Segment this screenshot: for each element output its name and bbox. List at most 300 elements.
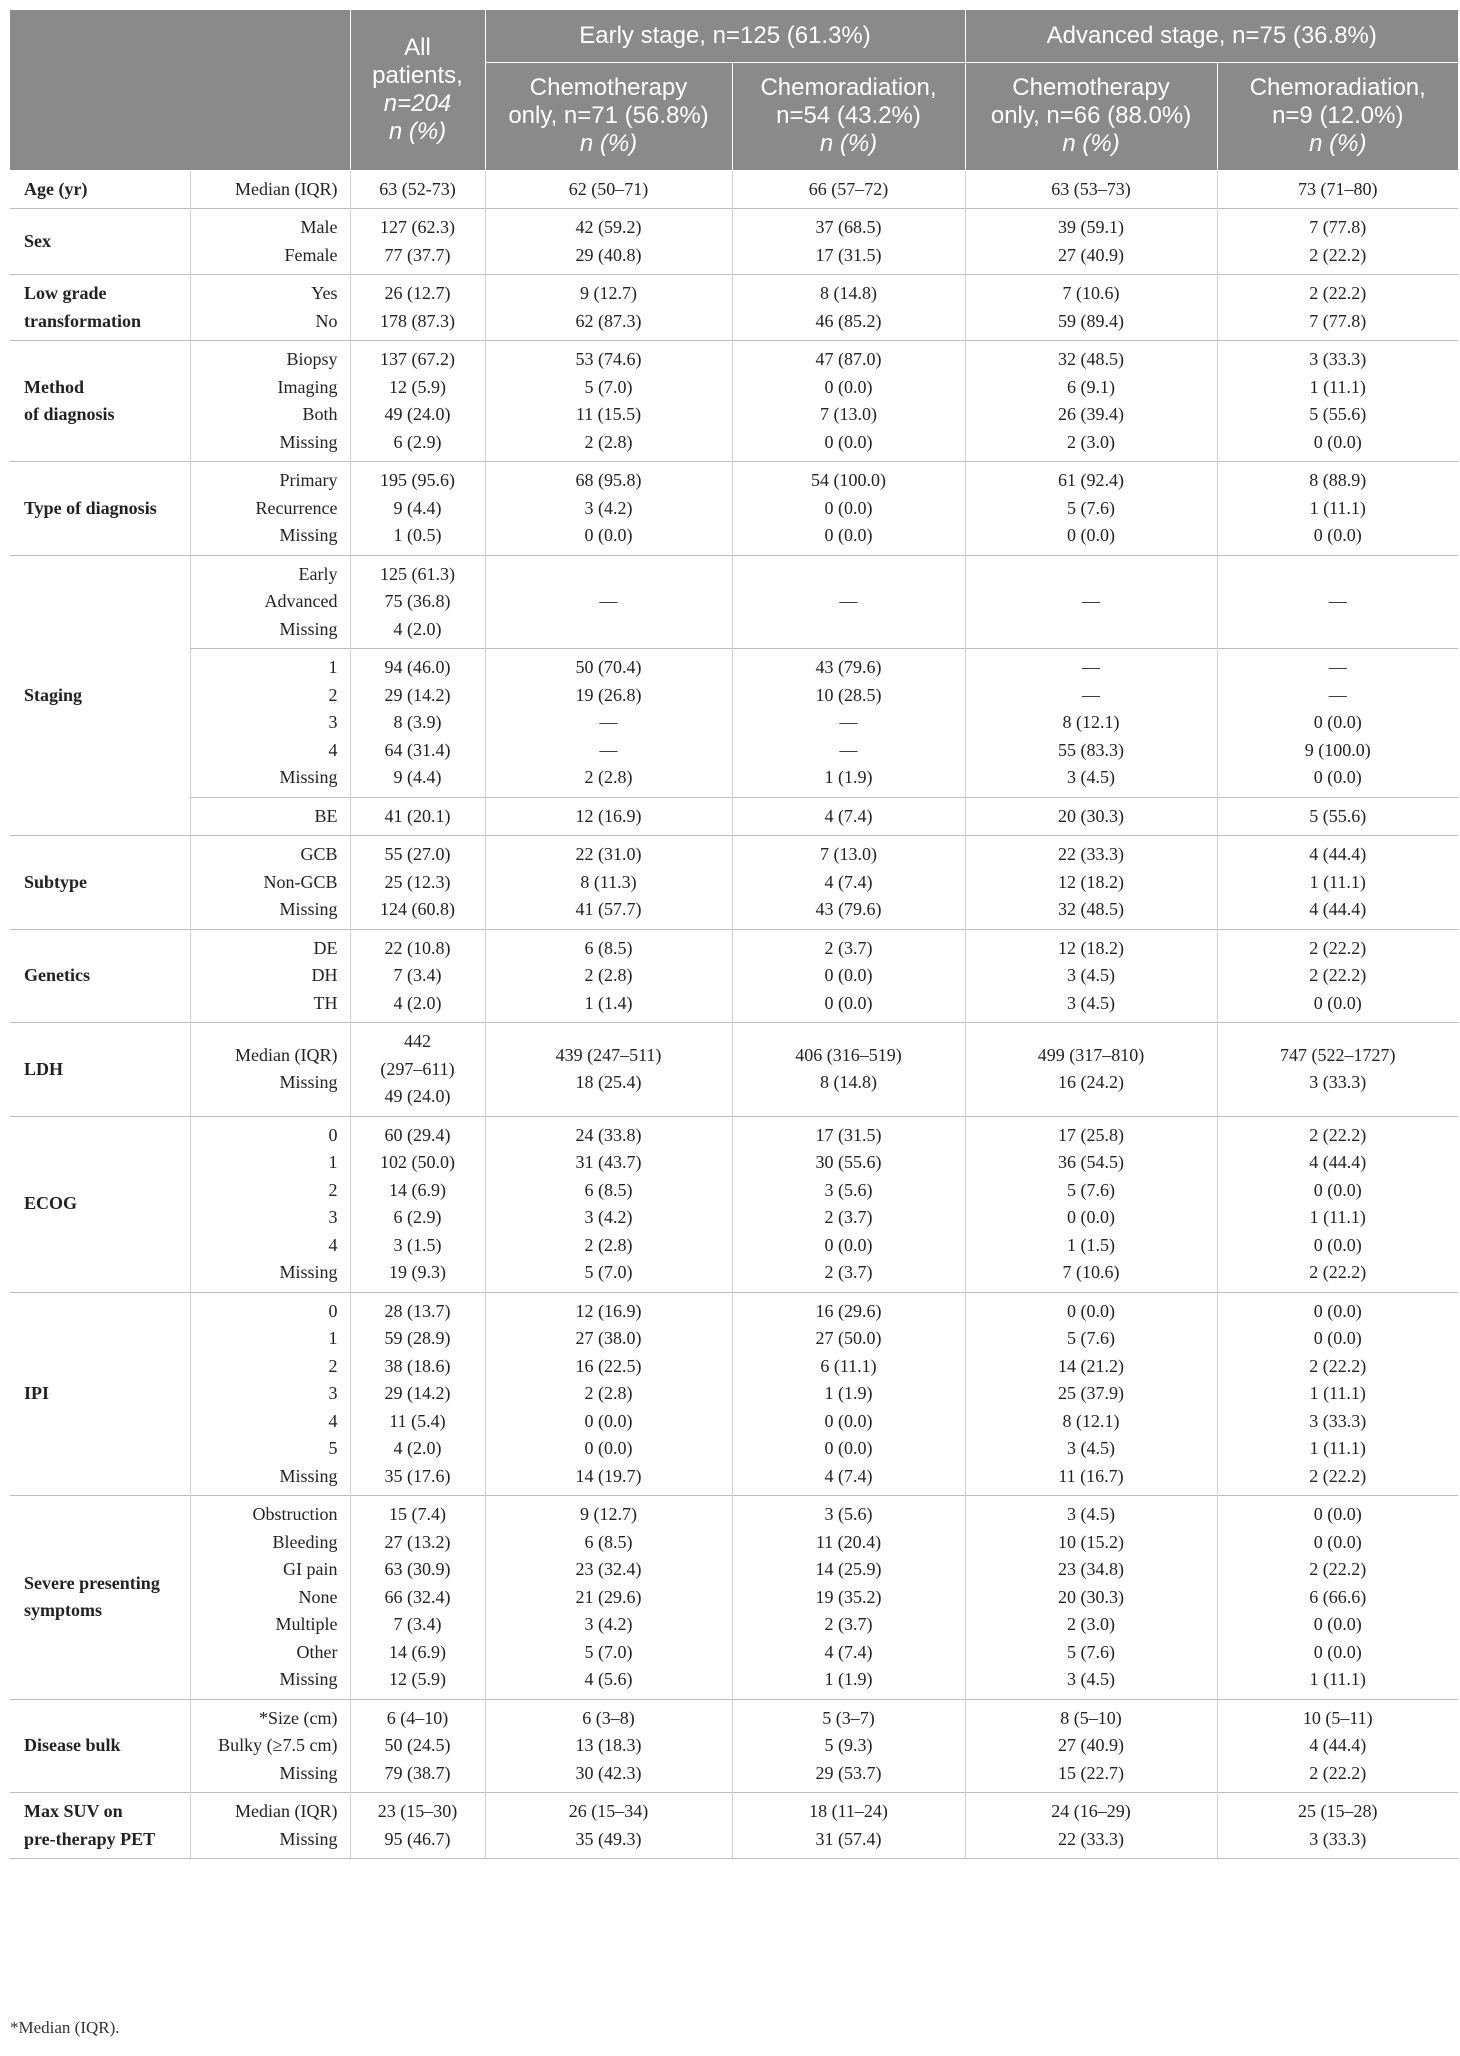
adv-chemorad-cell: [1217, 1023, 1458, 1117]
all-patients-cell: [350, 209, 485, 275]
header-ec-l2: only, n=71 (56.8%): [508, 102, 709, 129]
cell-value: 1 (11.1): [1309, 1207, 1366, 1227]
adv-chemorad-cell: [1217, 462, 1458, 556]
category-line: Method: [24, 376, 84, 397]
row-label: Yes: [311, 283, 338, 303]
table-row: [10, 462, 1458, 556]
all-patients-cell: [350, 836, 485, 930]
cell-value: 4 (7.4): [824, 805, 873, 826]
row-label: Other: [296, 1641, 338, 1662]
cell-value: 16 (24.2): [1058, 1072, 1125, 1093]
adv-chemo-cell: [965, 797, 1217, 836]
adv-chemo-cell: [965, 341, 1217, 462]
cell-value: 17 (31.5): [815, 244, 882, 265]
cell-value: 10 (15.2): [1058, 1531, 1125, 1552]
early-chemorad-cell: [732, 341, 965, 462]
cell-value: 7 (10.6): [1062, 283, 1120, 303]
early-chemo-cell: [485, 209, 732, 275]
cell-value: 499 (317–810): [1037, 1044, 1145, 1065]
row-labels: [190, 1496, 350, 1700]
cell-value: 3 (33.3): [1309, 1410, 1367, 1431]
row-label: No: [315, 310, 338, 331]
cell-value: 11 (15.5): [575, 404, 642, 424]
cell-value: 0 (0.0): [1313, 712, 1362, 732]
row-label: 3: [328, 1207, 338, 1227]
row-label: Bleeding: [272, 1531, 338, 1552]
header-er-l2: n=54 (43.2%): [776, 102, 921, 129]
cell-value: 406 (316–519): [795, 1044, 902, 1065]
cell-value: 0 (0.0): [1313, 767, 1362, 787]
all-patients-cell: [350, 1793, 485, 1859]
adv-chemo-cell: [965, 1292, 1217, 1496]
cell-value: 6 (2.9): [393, 431, 442, 452]
category-line: transformation: [24, 310, 141, 331]
cell-value: 8 (5–10): [1060, 1707, 1122, 1728]
cell-value: 19 (35.2): [815, 1586, 882, 1607]
cell-value: 2 (22.2): [1309, 1262, 1367, 1282]
cell-value: 7 (3.4): [393, 965, 442, 985]
cell-value: 0 (0.0): [824, 497, 873, 518]
adv-chemorad-cell: [1217, 836, 1458, 930]
cell-value: 8 (12.1): [1062, 712, 1120, 732]
cell-value: 19 (26.8): [575, 684, 642, 705]
header-adv-chemorad: [1217, 62, 1458, 170]
row-label: GI pain: [283, 1559, 338, 1579]
row-label: 3: [328, 1383, 338, 1403]
header-all-line2: patients,: [372, 61, 463, 89]
cell-value: 4 (7.4): [824, 871, 873, 892]
cell-value: 178 (87.3): [380, 310, 455, 331]
cell-value: 2 (22.2): [1309, 1355, 1367, 1376]
cell-value: 1 (11.1): [1309, 871, 1366, 892]
cell-value: 9 (4.4): [393, 767, 442, 787]
all-patients-cell: [350, 797, 485, 836]
cell-value: 0 (0.0): [1067, 1207, 1116, 1227]
row-label: Missing: [279, 899, 338, 919]
row-label: DE: [313, 937, 338, 958]
cell-value: 1 (1.5): [1067, 1234, 1116, 1255]
cell-value: 7 (77.8): [1309, 217, 1367, 237]
cell-value: 8 (14.8): [820, 1072, 877, 1093]
cell-value: 32 (48.5): [1058, 349, 1125, 369]
staging-sub1-er: —: [732, 555, 965, 649]
cell-value: 79 (38.7): [384, 1762, 451, 1783]
cell-value: 2 (2.8): [584, 431, 633, 452]
cell-value: 30 (42.3): [575, 1762, 642, 1783]
row-label: Male: [300, 217, 338, 237]
row-labels: [190, 836, 350, 930]
adv-chemo-cell: [965, 929, 1217, 1023]
cell-value: 63 (52-73): [379, 178, 456, 199]
cell-value: 12 (5.9): [389, 376, 446, 397]
cell-value: —: [1082, 657, 1101, 677]
row-labels: [190, 341, 350, 462]
cell-value: 18 (25.4): [575, 1072, 642, 1093]
early-chemorad-cell: [732, 1699, 965, 1793]
header-all-line1: All: [404, 33, 431, 61]
adv-chemorad-cell: [1217, 1496, 1458, 1700]
cell-value: 54 (100.0): [811, 470, 886, 490]
adv-chemo-cell: [965, 1496, 1217, 1700]
early-chemorad-cell: [732, 170, 965, 209]
cell-value: 3 (5.6): [824, 1179, 873, 1200]
early-chemo-cell: [485, 1793, 732, 1859]
cell-value: 1 (1.9): [824, 1383, 873, 1403]
cell-value: 2 (2.8): [584, 1234, 633, 1255]
cell-value: 0 (0.0): [824, 376, 873, 397]
staging-sub1-labels: [190, 555, 350, 649]
cell-value: 22 (33.3): [1058, 844, 1125, 864]
cell-value: 68 (95.8): [575, 470, 642, 490]
header-all-patients: [350, 10, 485, 170]
all-patients-cell: [350, 1116, 485, 1292]
cell-value: 2 (3.0): [1067, 431, 1116, 452]
cell-value: 0 (0.0): [824, 1438, 873, 1458]
cell-value: 26 (12.7): [384, 283, 451, 303]
footnote: *Median (IQR).: [10, 2018, 120, 2037]
cell-value: 16 (29.6): [815, 1300, 882, 1321]
row-label: Missing: [279, 431, 338, 452]
cell-value: 46 (85.2): [815, 310, 882, 331]
cell-value: 1 (11.1): [1309, 376, 1366, 397]
cell-value: 442: [404, 1031, 431, 1051]
table-body-bottom: [10, 836, 1458, 1859]
cell-value: 8 (14.8): [820, 283, 877, 303]
cell-value: 0 (0.0): [1067, 1300, 1116, 1321]
cell-value: 1 (11.1): [1309, 1669, 1366, 1689]
cell-value: 22 (31.0): [575, 844, 642, 864]
early-chemo-cell: [485, 1496, 732, 1700]
cell-value: 13 (18.3): [575, 1735, 642, 1755]
cell-value: 25 (37.9): [1058, 1383, 1125, 1403]
adv-chemorad-cell: [1217, 1699, 1458, 1793]
cell-value: 2 (22.2): [1309, 1762, 1367, 1783]
cell-value: 0 (0.0): [824, 965, 873, 985]
table-row: [10, 1116, 1458, 1292]
cell-value: (297–611): [380, 1058, 455, 1079]
cell-value: 15 (7.4): [389, 1504, 446, 1524]
all-patients-cell: [350, 649, 485, 798]
cell-value: 59 (89.4): [1058, 310, 1125, 331]
cell-value: 4 (5.6): [584, 1669, 633, 1689]
row-label: 5: [328, 1438, 338, 1458]
cell-value: 28 (13.7): [384, 1300, 451, 1321]
row-category: [10, 275, 190, 341]
cell-value: 20 (30.3): [1058, 1586, 1125, 1607]
cell-value: 0 (0.0): [584, 525, 633, 545]
cell-value: —: [1328, 657, 1347, 677]
cell-value: 4 (2.0): [393, 992, 442, 1013]
adv-chemorad-cell: [1217, 275, 1458, 341]
cell-value: 2 (22.2): [1309, 1124, 1367, 1145]
cell-value: 23 (34.8): [1058, 1559, 1125, 1579]
early-chemo-cell: [485, 929, 732, 1023]
row-label: BE: [314, 805, 338, 826]
staging-sub1-ac: —: [965, 555, 1217, 649]
cell-value: 29 (14.2): [384, 1383, 451, 1403]
cell-value: 3 (4.2): [584, 1614, 633, 1634]
cell-value: 7 (13.0): [820, 844, 877, 864]
early-chemo-cell: [485, 1116, 732, 1292]
table-row: [10, 1292, 1458, 1496]
early-chemorad-cell: [732, 929, 965, 1023]
cell-value: 43 (79.6): [815, 899, 882, 919]
cell-value: 2 (3.0): [1067, 1614, 1116, 1634]
cell-value: 0 (0.0): [1313, 1300, 1362, 1321]
cell-value: 95 (46.7): [384, 1828, 451, 1849]
cell-value: 23 (15–30): [377, 1801, 458, 1821]
cell-value: 0 (0.0): [1313, 1328, 1362, 1348]
row-labels: [190, 797, 350, 836]
row-category: [10, 462, 190, 556]
cell-value: 0 (0.0): [1313, 1179, 1362, 1200]
all-patients-cell: [350, 275, 485, 341]
cell-value: 27 (40.9): [1058, 1735, 1125, 1755]
cell-value: 9 (100.0): [1304, 739, 1371, 760]
row-label: Missing: [279, 1669, 338, 1689]
row-label: Missing: [279, 525, 338, 545]
cell-value: 6 (8.5): [584, 1179, 633, 1200]
early-chemorad-cell: [732, 1793, 965, 1859]
row-category: [10, 209, 190, 275]
cell-value: 0 (0.0): [1313, 1531, 1362, 1552]
row-labels: [190, 649, 350, 798]
adv-chemorad-cell: [1217, 341, 1458, 462]
cell-value: 9 (4.4): [393, 497, 442, 518]
row-label: Advanced: [264, 591, 338, 611]
table-body-staging: [10, 555, 1458, 836]
adv-chemo-cell: [965, 1793, 1217, 1859]
cell-value: 5 (55.6): [1309, 404, 1367, 424]
all-patients-cell: [350, 170, 485, 209]
cell-value: 0 (0.0): [1067, 525, 1116, 545]
early-chemo-cell: [485, 836, 732, 930]
cell-value: 0 (0.0): [824, 992, 873, 1013]
cell-value: 73 (71–80): [1298, 178, 1378, 199]
cell-value: 1 (1.4): [584, 992, 633, 1013]
cell-value: 35 (17.6): [384, 1465, 451, 1486]
cell-value: 6 (2.9): [393, 1207, 442, 1227]
category-line: LDH: [24, 1058, 64, 1079]
early-chemorad-cell: [732, 275, 965, 341]
adv-chemo-cell: [965, 1699, 1217, 1793]
row-labels: [190, 170, 350, 209]
cell-value: 0 (0.0): [1313, 992, 1362, 1013]
all-patients-cell: [350, 929, 485, 1023]
cell-value: 29 (53.7): [815, 1762, 882, 1783]
cell-value: 3 (4.2): [584, 497, 633, 518]
row-label: Early: [298, 563, 338, 584]
cell-value: 31 (57.4): [815, 1828, 882, 1849]
cell-value: 25 (12.3): [384, 871, 451, 892]
cell-value: 37 (68.5): [815, 217, 882, 237]
cell-value: 3 (1.5): [393, 1234, 442, 1255]
cell-value: 1 (11.1): [1309, 497, 1366, 518]
cell-value: 12 (18.2): [1058, 871, 1125, 892]
cell-value: 11 (20.4): [815, 1531, 882, 1552]
category-line: Low grade: [24, 283, 107, 303]
header-ec-l1: Chemotherapy: [529, 74, 688, 101]
cell-value: 3 (4.2): [584, 1207, 633, 1227]
row-labels: [190, 1023, 350, 1117]
early-chemorad-cell: [732, 797, 965, 836]
row-label: Recurrence: [255, 497, 338, 518]
staging-sub1-all: [350, 555, 485, 649]
early-chemorad-cell: [732, 462, 965, 556]
cell-value: 0 (0.0): [1313, 1234, 1362, 1255]
cell-value: 18 (11–24): [809, 1801, 888, 1821]
cell-value: 12 (16.9): [575, 805, 642, 826]
cell-value: 29 (14.2): [384, 684, 451, 705]
cell-value: 41 (20.1): [384, 805, 451, 826]
row-label: 0: [328, 1124, 338, 1145]
header-all-line3: n=204: [383, 89, 452, 117]
header-er-l3: n (%): [819, 130, 878, 157]
cell-value: 49 (24.0): [384, 404, 451, 424]
cell-value: 12 (5.9): [389, 1669, 446, 1689]
row-label: 4: [328, 739, 338, 760]
row-label: *Size (cm): [259, 1707, 338, 1728]
row-label: Missing: [279, 1262, 338, 1282]
table-row: [10, 341, 1458, 462]
cell-value: 39 (59.1): [1058, 217, 1125, 237]
category-line: Max SUV on: [24, 1801, 123, 1821]
cell-value: 5 (7.0): [584, 1262, 633, 1282]
cell-value: 4 (44.4): [1309, 1735, 1367, 1755]
row-label: Missing: [279, 1465, 338, 1486]
cell-value: 23 (32.4): [575, 1559, 642, 1579]
table-row: [10, 836, 1458, 930]
cell-value: 5 (9.3): [824, 1735, 873, 1755]
row-label: DH: [311, 965, 338, 985]
cell-value: —: [839, 739, 858, 760]
category-line: Sex: [24, 230, 51, 251]
cell-value: 38 (18.6): [384, 1355, 451, 1376]
cell-value: 8 (88.9): [1309, 470, 1367, 490]
header-ar-l2: n=9 (12.0%): [1272, 102, 1404, 129]
cell-value: 102 (50.0): [380, 1152, 455, 1172]
cell-value: 6 (9.1): [1067, 376, 1116, 397]
category-line: ECOG: [24, 1193, 78, 1214]
cell-value: 747 (522–1727): [1280, 1044, 1396, 1065]
cell-value: 19 (9.3): [389, 1262, 446, 1282]
cell-value: 63 (30.9): [384, 1559, 451, 1579]
row-label: Both: [302, 404, 338, 424]
cell-value: 25 (15–28): [1298, 1801, 1378, 1821]
header-ac-l2: only, n=66 (88.0%): [990, 102, 1192, 129]
cell-value: 5 (7.6): [1067, 1328, 1116, 1348]
cell-value: —: [1082, 684, 1101, 705]
row-label: None: [298, 1586, 338, 1607]
cell-value: 2 (3.7): [824, 1614, 873, 1634]
cell-value: 0 (0.0): [1313, 1504, 1362, 1524]
row-label: Missing: [279, 1828, 338, 1849]
cell-value: 2 (22.2): [1309, 937, 1367, 958]
table-header: [10, 10, 1458, 170]
cell-value: 2 (2.8): [584, 1383, 633, 1403]
adv-chemo-cell: [965, 209, 1217, 275]
cell-value: 0 (0.0): [1313, 1641, 1362, 1662]
adv-chemorad-cell: [1217, 209, 1458, 275]
cell-value: 3 (4.5): [1067, 1504, 1116, 1524]
row-label: 1: [328, 657, 338, 677]
cell-value: 7 (3.4): [393, 1614, 442, 1634]
cell-value: 0 (0.0): [1313, 1614, 1362, 1634]
cell-value: 6 (8.5): [584, 937, 633, 958]
cell-value: 94 (46.0): [384, 657, 451, 677]
cell-value: 62 (50–71): [568, 178, 649, 199]
cell-value: 3 (4.5): [1067, 1438, 1116, 1458]
header-adv-chemo: [965, 62, 1217, 170]
cell-value: 6 (4–10): [386, 1707, 449, 1728]
early-chemo-cell: [485, 797, 732, 836]
cell-value: 27 (50.0): [815, 1328, 882, 1348]
row-label: Missing: [279, 767, 338, 787]
category-line: Severe presenting: [24, 1572, 160, 1593]
cell-value: 0 (0.0): [824, 1234, 873, 1255]
header-early-chemo: [485, 62, 732, 170]
row-label: Female: [284, 244, 338, 265]
cell-value: 27 (38.0): [575, 1328, 642, 1348]
cell-value: 0 (0.0): [824, 431, 873, 452]
cell-value: 9 (12.7): [580, 283, 637, 303]
row-label: Median (IQR): [235, 178, 338, 199]
table-row: [10, 929, 1458, 1023]
header-ac-l3: n (%): [1062, 130, 1120, 157]
early-chemo-cell: [485, 341, 732, 462]
cell-value: 11 (16.7): [1058, 1465, 1124, 1486]
cell-value: 50 (70.4): [575, 657, 642, 677]
cell-value: 12 (16.9): [575, 1300, 642, 1321]
cell-value: 43 (79.6): [815, 657, 882, 677]
row-category: [10, 170, 190, 209]
cell-value: 4 (44.4): [1309, 844, 1367, 864]
adv-chemorad-cell: [1217, 649, 1458, 798]
cell-value: 2 (22.2): [1309, 283, 1367, 303]
cell-value: 5 (55.6): [1309, 805, 1367, 826]
category-staging: Staging: [10, 555, 190, 836]
cell-value: 63 (53–73): [1051, 178, 1131, 199]
adv-chemorad-cell: [1217, 170, 1458, 209]
adv-chemo-cell: [965, 462, 1217, 556]
cell-value: 3 (4.5): [1067, 992, 1116, 1013]
cell-value: 66 (32.4): [384, 1586, 451, 1607]
cell-value: 32 (48.5): [1058, 899, 1125, 919]
cell-value: 29 (40.8): [575, 244, 642, 265]
cell-value: 5 (7.6): [1067, 497, 1116, 518]
row-label: 2: [328, 1355, 338, 1376]
cell-value: 6 (8.5): [584, 1531, 633, 1552]
all-patients-cell: [350, 1023, 485, 1117]
cell-value: 0 (0.0): [824, 1410, 873, 1431]
row-label: 4: [328, 1234, 338, 1255]
cell-value: 3 (4.5): [1067, 767, 1116, 787]
table-row-staging-3: [10, 797, 1458, 836]
adv-chemorad-cell: [1217, 929, 1458, 1023]
table-row: [10, 1023, 1458, 1117]
row-labels: [190, 1116, 350, 1292]
table-row: [10, 170, 1458, 209]
cell-value: 124 (60.8): [380, 899, 455, 919]
cell-value: 125 (61.3): [380, 563, 455, 584]
adv-chemo-cell: [965, 275, 1217, 341]
table-row-staging-2: [10, 649, 1458, 798]
cell-value: 55 (83.3): [1058, 739, 1125, 760]
cell-value: 127 (62.3): [380, 217, 455, 237]
category-line: Type of diagnosis: [24, 497, 157, 518]
row-category: [10, 341, 190, 462]
row-labels: [190, 1699, 350, 1793]
